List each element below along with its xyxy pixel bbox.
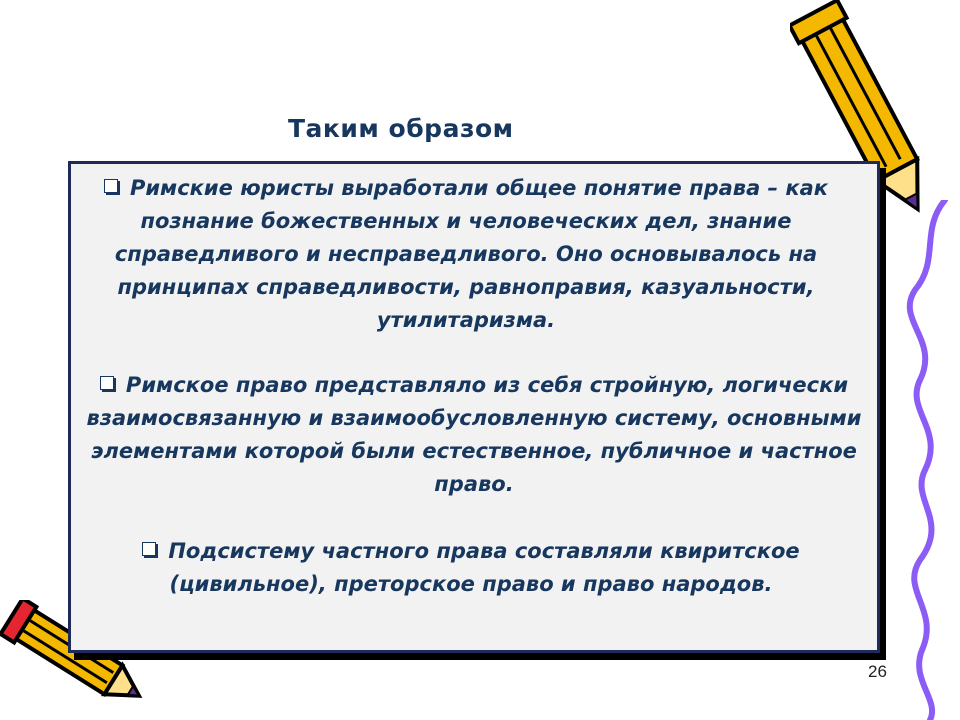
bullet-item (79, 369, 869, 501)
bullet-item (101, 172, 831, 337)
bullet-text: Подсистему частного права составляли квиритское (цивильное), преторское право и право народов. (168, 539, 800, 596)
checkbox-bullet-icon (104, 179, 118, 193)
bullet-item (131, 535, 811, 601)
bullet-text: Римское право представляло из себя стройную, логически взаимосвязанную и взаимообусловленную систему, основными элементами которой были естественное, публичное и частное право. (86, 373, 862, 496)
checkbox-bullet-icon (142, 542, 156, 556)
bullet-text: Римские юристы выработали общее понятие права – как познание божественных и человеческих дел, знание справедливого и несправедливого. Оно основывалось на принципах справедливости, равноправия, казуальности, утилитаризма. (114, 176, 829, 332)
page-number: 26 (868, 662, 887, 681)
squiggle-line (900, 200, 960, 720)
checkbox-bullet-icon (100, 376, 114, 390)
slide-title: Таким образом (288, 114, 514, 143)
content-box (68, 161, 880, 653)
